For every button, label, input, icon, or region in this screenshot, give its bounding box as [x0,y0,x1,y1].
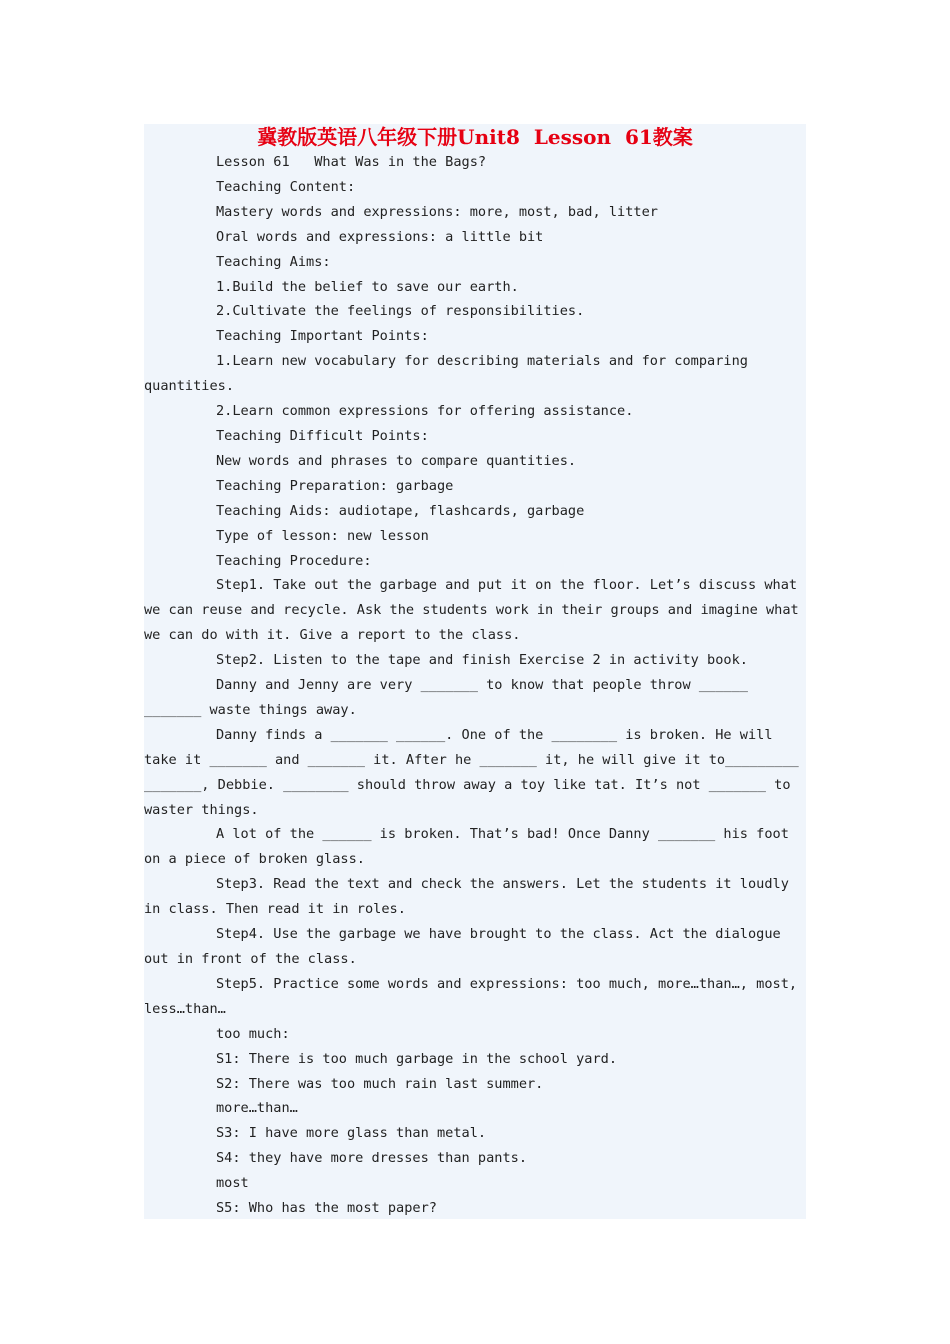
paragraph: Mastery words and expressions: more, most, bad, litter [216,203,658,220]
paragraph: Step4. Use the garbage we have brought to the class. Act the dialogue out in front of the class. [144,926,789,967]
document-title: 冀教版英语八年级下册Unit8 Lesson 61教案 [257,125,693,149]
paragraph: 2.Learn common expressions for offering assistance. [216,403,634,420]
paragraph: 1.Build the belief to save our earth. [216,278,519,295]
paragraph: S2: There was too much rain last summer. [216,1075,544,1092]
paragraph: too much: [216,1025,290,1042]
paragraph: Teaching Aims: [216,253,331,270]
paragraph: S1: There is too much garbage in the school yard. [216,1050,618,1067]
paragraph: Oral words and expressions: a little bit [216,228,544,245]
paragraph: more…than… [216,1100,298,1117]
paragraph: Step1. Take out the garbage and put it on the floor. Let’s discuss what we can reuse and recycle. Ask the students work in their groups and imagine what we can do with it. Give a report to the class. [144,577,807,644]
document-text [144,150,806,1221]
paragraph: Teaching Content: [216,178,356,195]
paragraph: S5: Who has the most paper? [216,1200,437,1217]
paragraph: Teaching Procedure: [216,552,372,569]
paragraph: Teaching Aids: audiotape, flashcards, garbage [216,502,585,519]
paragraph: Step3. Read the text and check the answers. Let the students it loudly in class. Then read it in roles. [144,876,798,918]
paragraph: Teaching Difficult Points: [216,427,429,444]
paragraph: Danny finds a _______ ______. One of the ________ is broken. He will take it _______ and _______ it. After he _______ it, he will give it to_________ _______, Debbie. ________ should throw away a toy like tat. It’s not _______ to waster things. [144,726,807,818]
paragraph: New words and phrases to compare quantities. [216,452,577,469]
paragraph: Step2. Listen to the tape and finish Exercise 2 in activity book. [216,652,748,669]
paragraph: 2.Cultivate the feelings of responsibilities. [216,303,585,320]
paragraph: Type of lesson: new lesson [216,527,429,544]
paragraph: 1.Learn new vocabulary for describing materials and for comparing quantities. [144,353,757,395]
paragraph: Danny and Jenny are very _______ to know that people throw ______ _______ waste things away. [144,677,757,718]
paragraph: Step5. Practice some words and expressions: too much, more…than…, most, less…than… [144,975,806,1017]
paragraph: most [216,1175,249,1192]
paragraph: Lesson 61 What Was in the Bags? [216,154,487,170]
paragraph: Teaching Preparation: garbage [216,477,454,494]
paragraph: Teaching Important Points: [216,328,429,345]
paragraph: S4: they have more dresses than pants. [216,1150,527,1167]
document-body [144,124,806,1219]
paragraph: A lot of the ______ is broken. That’s bad! Once Danny _______ his foot on a piece of broken glass. [144,826,798,868]
paragraph: S3: I have more glass than metal. [216,1125,487,1142]
